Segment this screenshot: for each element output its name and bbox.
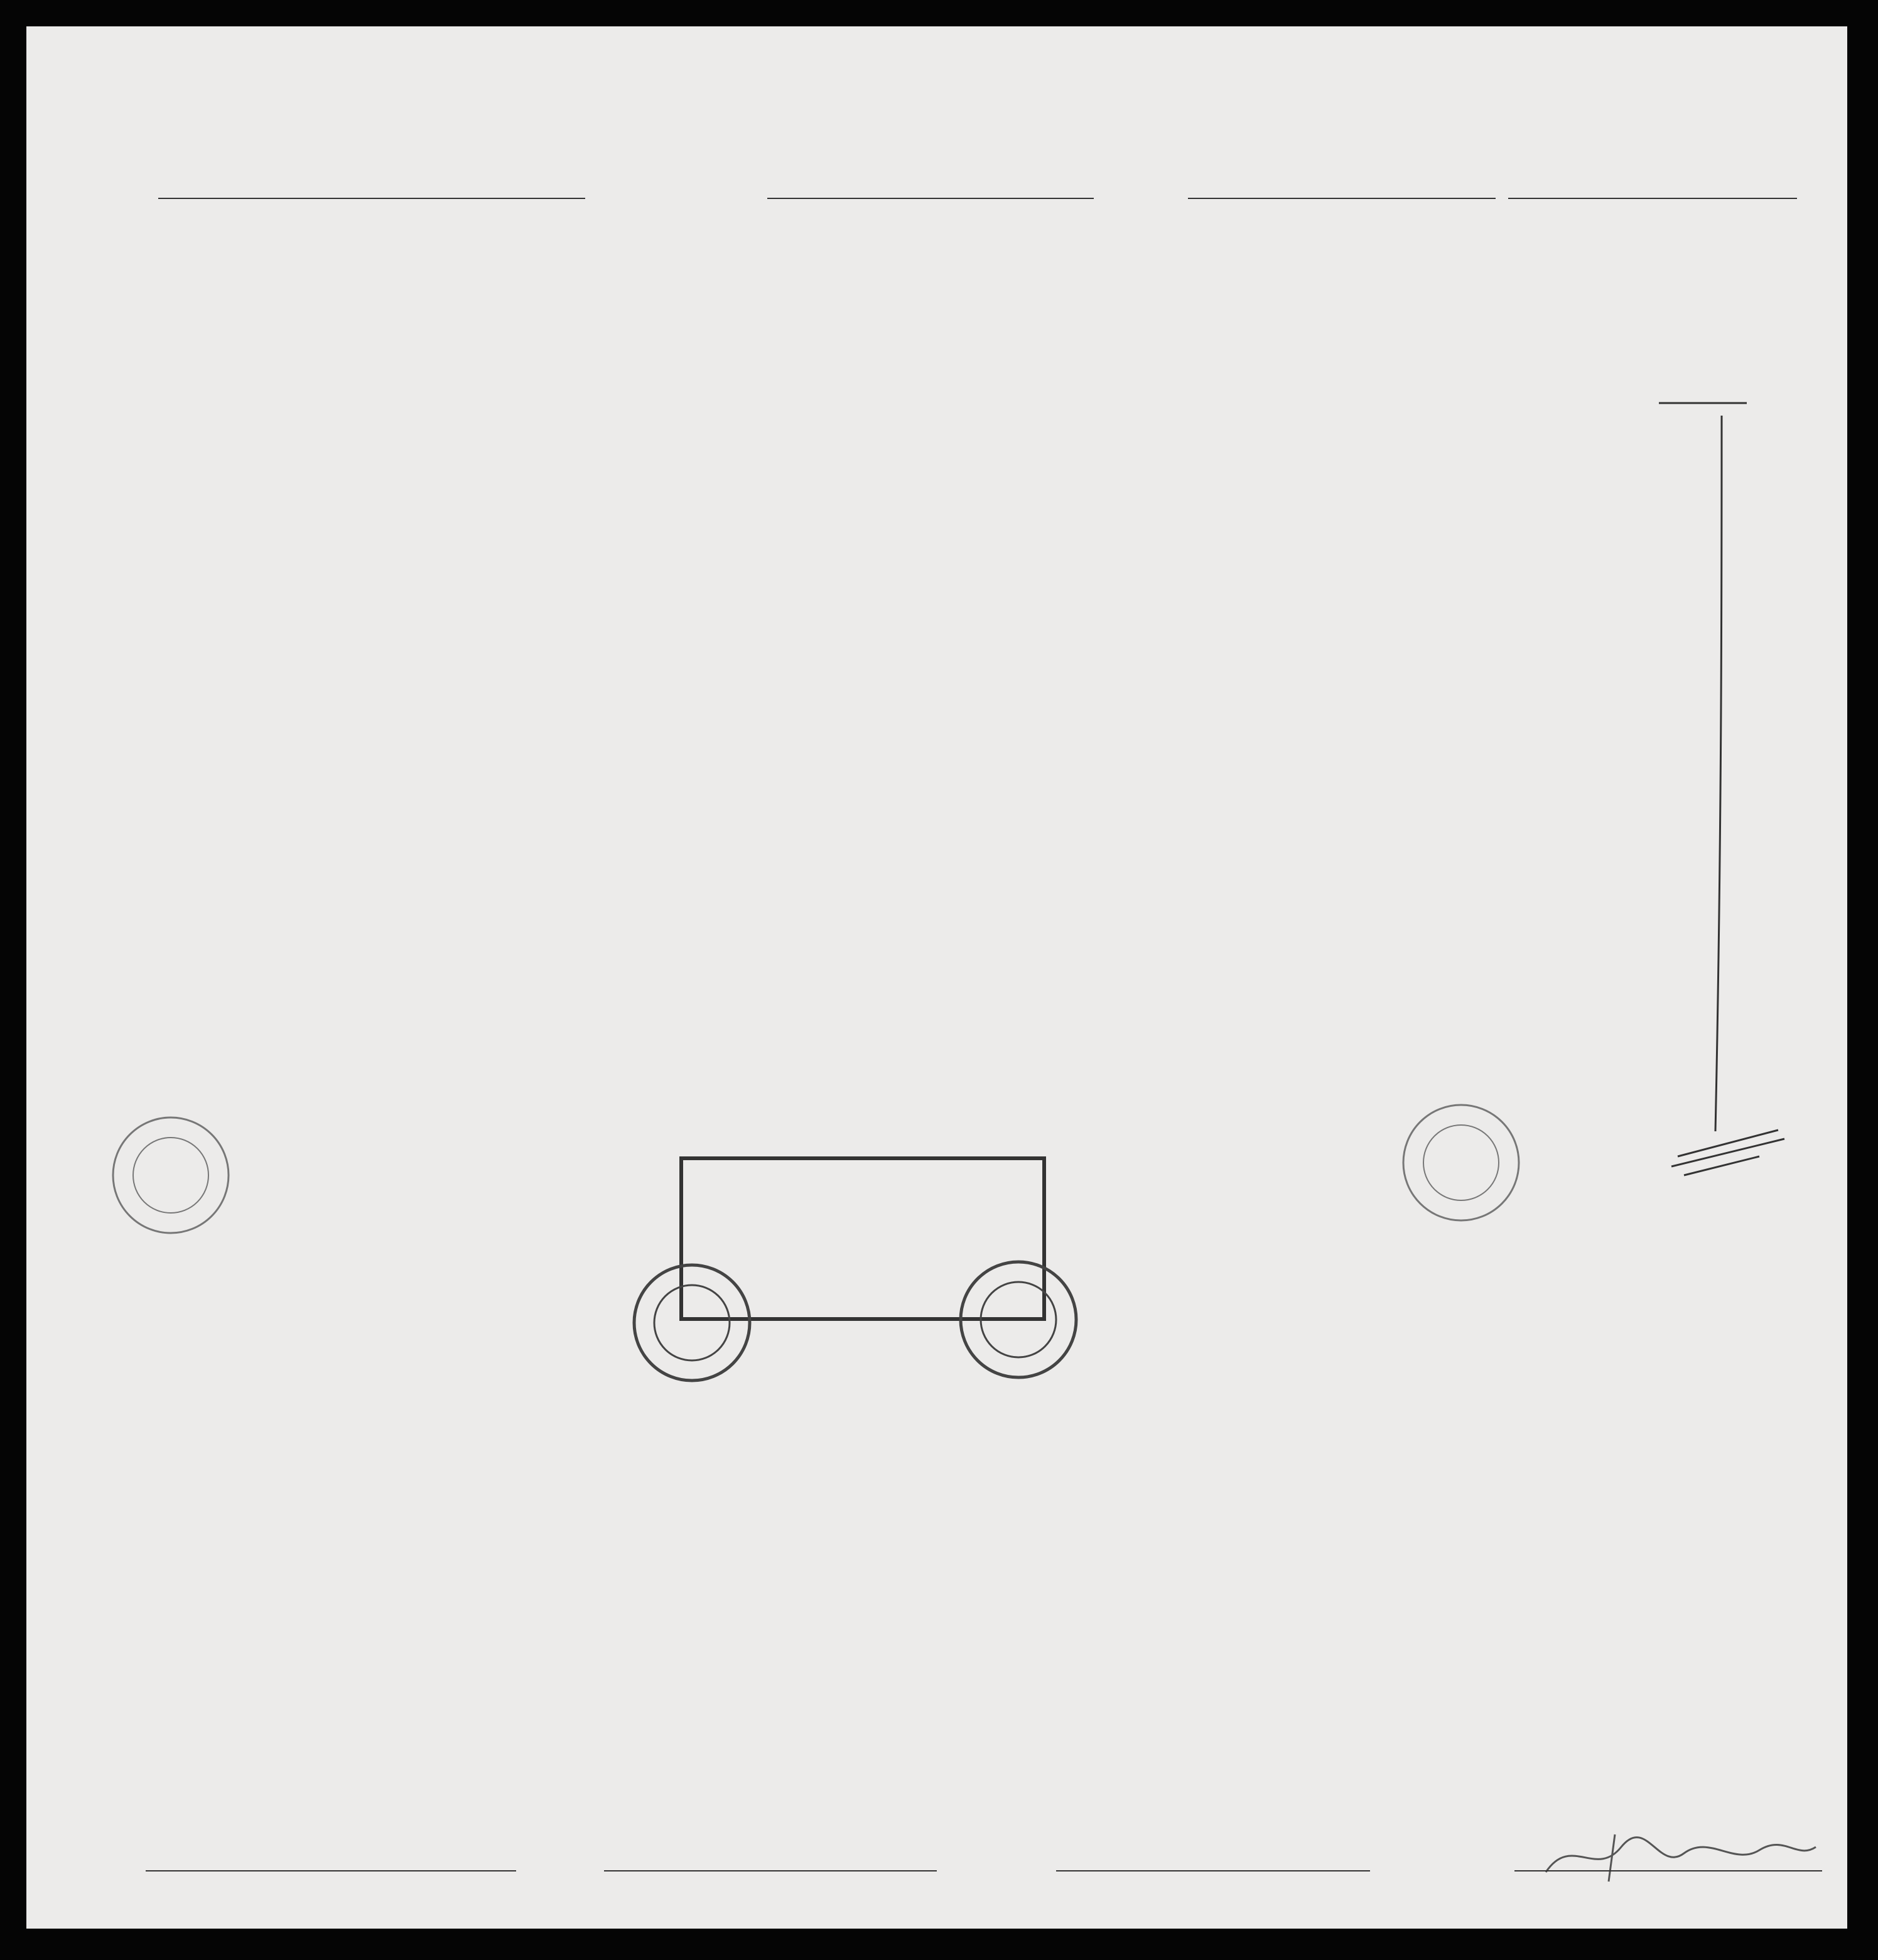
manifest-sheet bbox=[26, 26, 1847, 1929]
port-seals bbox=[26, 26, 1847, 1929]
footer-underlines bbox=[26, 1860, 1847, 1885]
